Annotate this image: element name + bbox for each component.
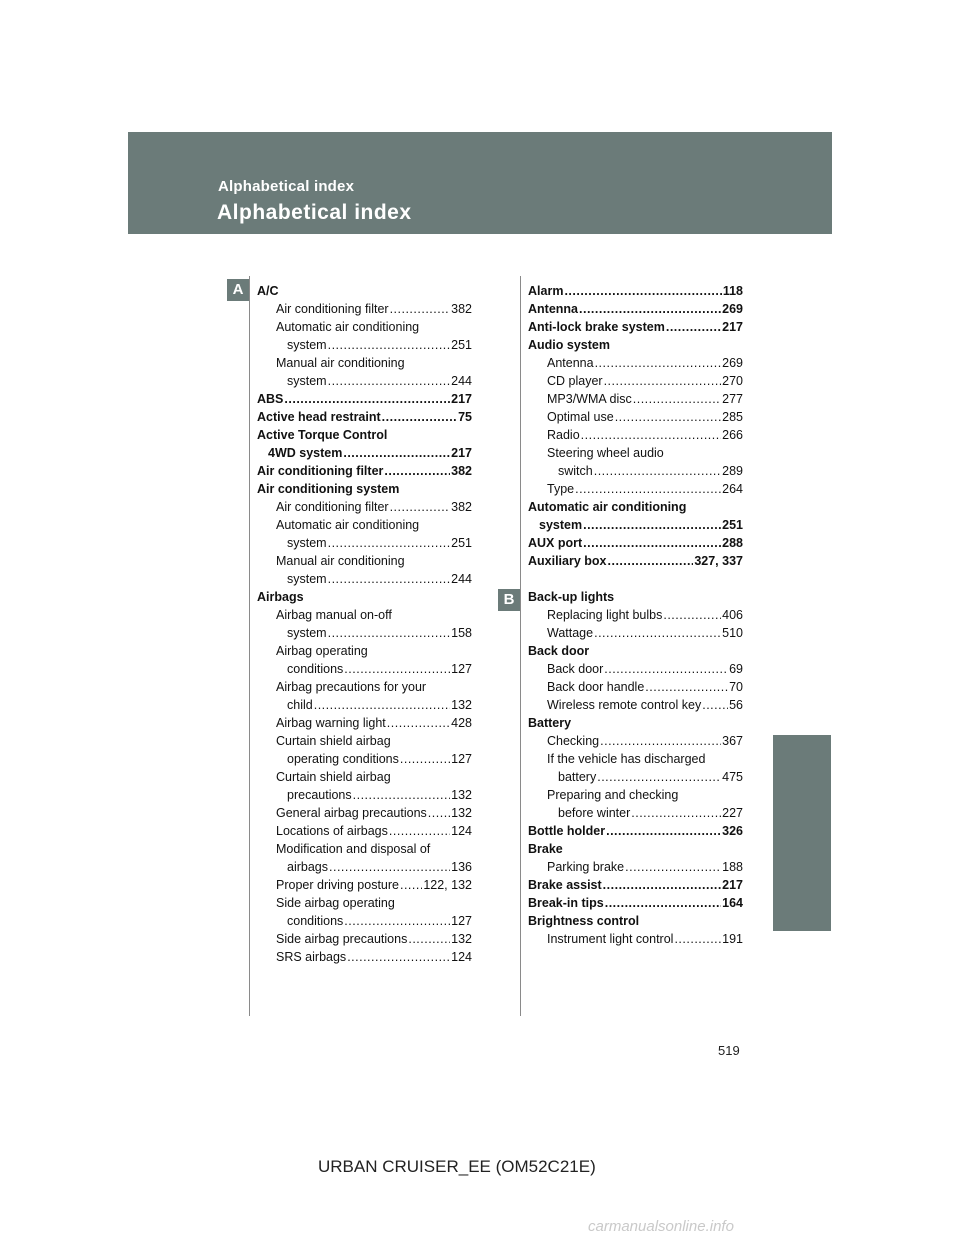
index-entry	[257, 426, 472, 444]
index-term: Type	[547, 482, 575, 496]
index-entry	[257, 804, 472, 822]
index-term: Locations of airbags	[276, 824, 388, 838]
leader-dots	[666, 318, 721, 336]
index-page: 277	[722, 392, 743, 406]
index-entry	[257, 462, 472, 480]
leader-dots	[408, 930, 450, 948]
leader-dots	[605, 894, 721, 912]
leader-dots	[674, 930, 721, 948]
index-term: Side airbag operating	[276, 896, 395, 910]
index-page: 191	[722, 932, 743, 946]
index-entry	[528, 282, 743, 300]
index-term: Airbag manual on-off	[276, 608, 392, 622]
index-term: Checking	[547, 734, 600, 748]
index-entry	[528, 426, 743, 444]
letter-marker-b: B	[498, 589, 520, 611]
leader-dots	[328, 570, 451, 588]
leader-dots	[600, 732, 721, 750]
index-entry	[528, 804, 743, 822]
index-entry	[257, 732, 472, 750]
index-entry	[528, 858, 743, 876]
index-term: system	[287, 374, 327, 388]
index-term: Brightness control	[528, 914, 640, 928]
leader-dots	[579, 300, 721, 318]
index-page: 127	[451, 914, 472, 928]
index-term: airbags	[287, 860, 328, 874]
index-page: 266	[722, 428, 743, 442]
index-entry	[257, 822, 472, 840]
index-term: operating conditions	[287, 752, 399, 766]
index-term: General airbag precautions	[276, 806, 427, 820]
index-term: Side airbag precautions	[276, 932, 408, 946]
leader-dots	[389, 822, 450, 840]
side-thumb-tab	[773, 735, 831, 931]
leader-dots	[608, 552, 694, 570]
leader-dots	[702, 696, 728, 714]
index-term: Preparing and checking	[547, 788, 679, 802]
leader-dots	[328, 372, 451, 390]
index-page: 367	[722, 734, 743, 748]
index-page: 118	[722, 284, 743, 298]
index-term: Back door handle	[547, 680, 645, 694]
leader-dots	[606, 822, 721, 840]
index-term: Manual air conditioning	[276, 356, 405, 370]
index-term: battery	[558, 770, 597, 784]
index-page: 188	[722, 860, 743, 874]
index-page: 127	[451, 662, 472, 676]
index-entry	[528, 786, 743, 804]
index-term: Curtain shield airbag	[276, 770, 391, 784]
leader-dots	[343, 444, 450, 462]
leader-dots	[390, 300, 451, 318]
index-entry	[528, 588, 743, 606]
index-term: Back door	[547, 662, 604, 676]
leader-dots	[595, 354, 722, 372]
leader-dots	[631, 804, 721, 822]
index-term: 4WD system	[268, 446, 343, 460]
leader-dots	[604, 660, 728, 678]
index-term: Auxiliary box	[528, 554, 607, 568]
index-entry	[528, 498, 743, 516]
index-entry	[528, 390, 743, 408]
index-term: Audio system	[528, 338, 610, 352]
section-gap	[528, 570, 743, 588]
index-entry	[528, 714, 743, 732]
index-term: MP3/WMA disc	[547, 392, 632, 406]
index-entry	[528, 354, 743, 372]
leader-dots	[428, 804, 450, 822]
index-page: 382	[451, 464, 472, 478]
index-term: Optimal use	[547, 410, 614, 424]
index-page: 124	[451, 950, 472, 964]
index-term: ABS	[257, 392, 284, 406]
letter-marker-a: A	[227, 279, 249, 301]
index-page: 327, 337	[694, 554, 743, 568]
leader-dots	[625, 858, 721, 876]
index-page: 251	[451, 338, 472, 352]
index-term: Back-up lights	[528, 590, 615, 604]
index-term: Wireless remote control key	[547, 698, 702, 712]
index-page: 264	[722, 482, 743, 496]
leader-dots	[594, 462, 721, 480]
index-page: 475	[722, 770, 743, 784]
index-entry	[528, 876, 743, 894]
index-term: SRS airbags	[276, 950, 347, 964]
index-term: precautions	[287, 788, 352, 802]
index-term: Anti-lock brake system	[528, 320, 665, 334]
leader-dots	[615, 408, 721, 426]
index-entry	[257, 912, 472, 930]
index-term: Alarm	[528, 284, 564, 298]
index-entry	[257, 696, 472, 714]
index-page: 382	[451, 302, 472, 316]
index-term: Airbag operating	[276, 644, 368, 658]
index-page: 217	[722, 878, 743, 892]
index-term: switch	[558, 464, 593, 478]
leader-dots	[382, 408, 457, 426]
leader-dots	[597, 768, 721, 786]
section-title: Alphabetical index	[218, 178, 355, 195]
index-term: Airbag precautions for your	[276, 680, 427, 694]
leader-dots	[583, 516, 721, 534]
index-entry	[528, 642, 743, 660]
index-page: 164	[722, 896, 743, 910]
leader-dots	[583, 534, 721, 552]
index-term: Proper driving posture	[276, 878, 399, 892]
index-term: child	[287, 698, 313, 712]
index-page: 428	[451, 716, 472, 730]
index-entry	[257, 606, 472, 624]
index-page: 406	[722, 608, 743, 622]
index-term: system	[287, 338, 327, 352]
index-term: Airbag warning light	[276, 716, 386, 730]
leader-dots	[594, 624, 721, 642]
index-entry	[528, 372, 743, 390]
index-page: 56	[729, 698, 743, 712]
index-entry	[257, 930, 472, 948]
index-entry	[528, 732, 743, 750]
index-page: 251	[451, 536, 472, 550]
leader-dots	[387, 714, 450, 732]
leader-dots	[575, 480, 721, 498]
index-entry	[528, 660, 743, 678]
index-entry	[257, 588, 472, 606]
leader-dots	[564, 282, 721, 300]
index-term: CD player	[547, 374, 603, 388]
leader-dots	[633, 390, 721, 408]
index-term: A/C	[257, 284, 279, 298]
index-term: Curtain shield airbag	[276, 734, 391, 748]
index-term: Brake assist	[528, 878, 602, 892]
index-page: 70	[729, 680, 743, 694]
index-term: Antenna	[528, 302, 578, 316]
page-number: 519	[718, 1043, 740, 1058]
index-term: AUX port	[528, 536, 583, 550]
index-entry	[257, 660, 472, 678]
index-term: Steering wheel audio	[547, 446, 664, 460]
index-entry	[528, 696, 743, 714]
index-page: 244	[451, 572, 472, 586]
index-column-right	[528, 282, 743, 948]
index-entry	[257, 624, 472, 642]
index-term: Automatic air conditioning	[276, 320, 420, 334]
index-entry	[528, 516, 743, 534]
index-term: Air conditioning filter	[257, 464, 384, 478]
leader-dots	[344, 660, 450, 678]
index-term: Replacing light bulbs	[547, 608, 663, 622]
index-term: Manual air conditioning	[276, 554, 405, 568]
index-entry	[528, 822, 743, 840]
index-page: 136	[451, 860, 472, 874]
leader-dots	[604, 372, 722, 390]
index-page: 244	[451, 374, 472, 388]
index-entry	[257, 570, 472, 588]
index-entry	[528, 534, 743, 552]
index-term: If the vehicle has discharged	[547, 752, 706, 766]
column-divider-left	[249, 276, 250, 1016]
index-entry	[257, 642, 472, 660]
index-entry	[257, 948, 472, 966]
index-entry	[257, 552, 472, 570]
index-entry	[528, 480, 743, 498]
index-page: 132	[451, 698, 472, 712]
index-page: 132	[451, 932, 472, 946]
index-page: 158	[451, 626, 472, 640]
index-entry	[528, 768, 743, 786]
index-entry	[257, 480, 472, 498]
index-term: system	[287, 536, 327, 550]
index-entry	[528, 894, 743, 912]
index-entry	[257, 282, 472, 300]
index-term: Instrument light control	[547, 932, 674, 946]
index-term: Air conditioning filter	[276, 302, 389, 316]
index-term: before winter	[558, 806, 631, 820]
index-entry	[257, 786, 472, 804]
index-page: 510	[722, 626, 743, 640]
index-entry	[257, 678, 472, 696]
leader-dots	[581, 426, 721, 444]
leader-dots	[344, 912, 450, 930]
index-column-left	[257, 282, 472, 966]
index-page: 270	[722, 374, 743, 388]
leader-dots	[328, 336, 451, 354]
leader-dots	[284, 390, 450, 408]
index-entry	[528, 624, 743, 642]
leader-dots	[347, 948, 450, 966]
index-page: 122, 132	[423, 878, 472, 892]
index-entry	[257, 318, 472, 336]
leader-dots	[314, 696, 450, 714]
index-entry	[528, 912, 743, 930]
index-entry	[257, 408, 472, 426]
index-term: Battery	[528, 716, 572, 730]
index-term: conditions	[287, 914, 344, 928]
leader-dots	[328, 624, 451, 642]
index-term: Antenna	[547, 356, 594, 370]
index-term: Automatic air conditioning	[528, 500, 687, 514]
index-page: 75	[458, 410, 472, 424]
index-entry	[528, 318, 743, 336]
index-entry	[257, 516, 472, 534]
index-entry	[528, 408, 743, 426]
index-term: Radio	[547, 428, 580, 442]
index-term: Wattage	[547, 626, 594, 640]
leader-dots	[645, 678, 728, 696]
index-entry	[257, 372, 472, 390]
index-term: Air conditioning filter	[276, 500, 389, 514]
index-page: 289	[722, 464, 743, 478]
index-page: 69	[729, 662, 743, 676]
index-entry	[528, 840, 743, 858]
index-term: Brake	[528, 842, 563, 856]
index-term: Parking brake	[547, 860, 625, 874]
index-page: 127	[451, 752, 472, 766]
index-page: 251	[722, 518, 743, 532]
index-term: Modification and disposal of	[276, 842, 431, 856]
index-entry	[257, 714, 472, 732]
index-page: 217	[451, 392, 472, 406]
leader-dots	[603, 876, 721, 894]
index-entry	[257, 876, 472, 894]
index-entry	[257, 390, 472, 408]
index-page: 217	[451, 446, 472, 460]
index-entry	[257, 534, 472, 552]
index-entry	[257, 444, 472, 462]
index-entry	[528, 930, 743, 948]
footer-manual-code: URBAN CRUISER_EE (OM52C21E)	[318, 1157, 596, 1176]
index-entry	[257, 750, 472, 768]
index-term: Active Torque Control	[257, 428, 388, 442]
index-page: 326	[722, 824, 743, 838]
index-page: 132	[451, 806, 472, 820]
leader-dots	[329, 858, 450, 876]
index-page: 124	[451, 824, 472, 838]
index-entry	[528, 336, 743, 354]
index-page: 227	[722, 806, 743, 820]
index-term: Active head restraint	[257, 410, 381, 424]
index-entry	[528, 462, 743, 480]
page-title: Alphabetical index	[217, 201, 412, 224]
index-page: 217	[722, 320, 743, 334]
leader-dots	[353, 786, 451, 804]
leader-dots	[328, 534, 451, 552]
leader-dots	[400, 876, 422, 894]
index-entry	[528, 606, 743, 624]
index-term: Automatic air conditioning	[276, 518, 420, 532]
index-entry	[257, 498, 472, 516]
index-term: system	[539, 518, 583, 532]
leader-dots	[663, 606, 721, 624]
index-page: 269	[722, 302, 743, 316]
leader-dots	[390, 498, 451, 516]
index-entry	[528, 300, 743, 318]
index-page: 288	[722, 536, 743, 550]
index-entry	[257, 300, 472, 318]
leader-dots	[384, 462, 450, 480]
index-term: Bottle holder	[528, 824, 606, 838]
leader-dots	[400, 750, 450, 768]
index-entry	[257, 768, 472, 786]
index-page: 132	[451, 788, 472, 802]
column-divider-right	[520, 276, 521, 1016]
index-term: system	[287, 572, 327, 586]
index-page: 285	[722, 410, 743, 424]
index-term: Break-in tips	[528, 896, 604, 910]
index-entry	[528, 552, 743, 570]
index-term: Air conditioning system	[257, 482, 400, 496]
index-entry	[257, 840, 472, 858]
index-entry	[528, 750, 743, 768]
index-term: Back door	[528, 644, 590, 658]
index-term: Airbags	[257, 590, 304, 604]
index-entry	[528, 444, 743, 462]
index-entry	[257, 858, 472, 876]
index-page: 382	[451, 500, 472, 514]
index-entry	[257, 336, 472, 354]
index-term: conditions	[287, 662, 344, 676]
index-entry	[257, 354, 472, 372]
index-page: 269	[722, 356, 743, 370]
index-entry	[257, 894, 472, 912]
index-entry	[528, 678, 743, 696]
watermark: carmanualsonline.info	[588, 1218, 734, 1235]
index-term: system	[287, 626, 327, 640]
